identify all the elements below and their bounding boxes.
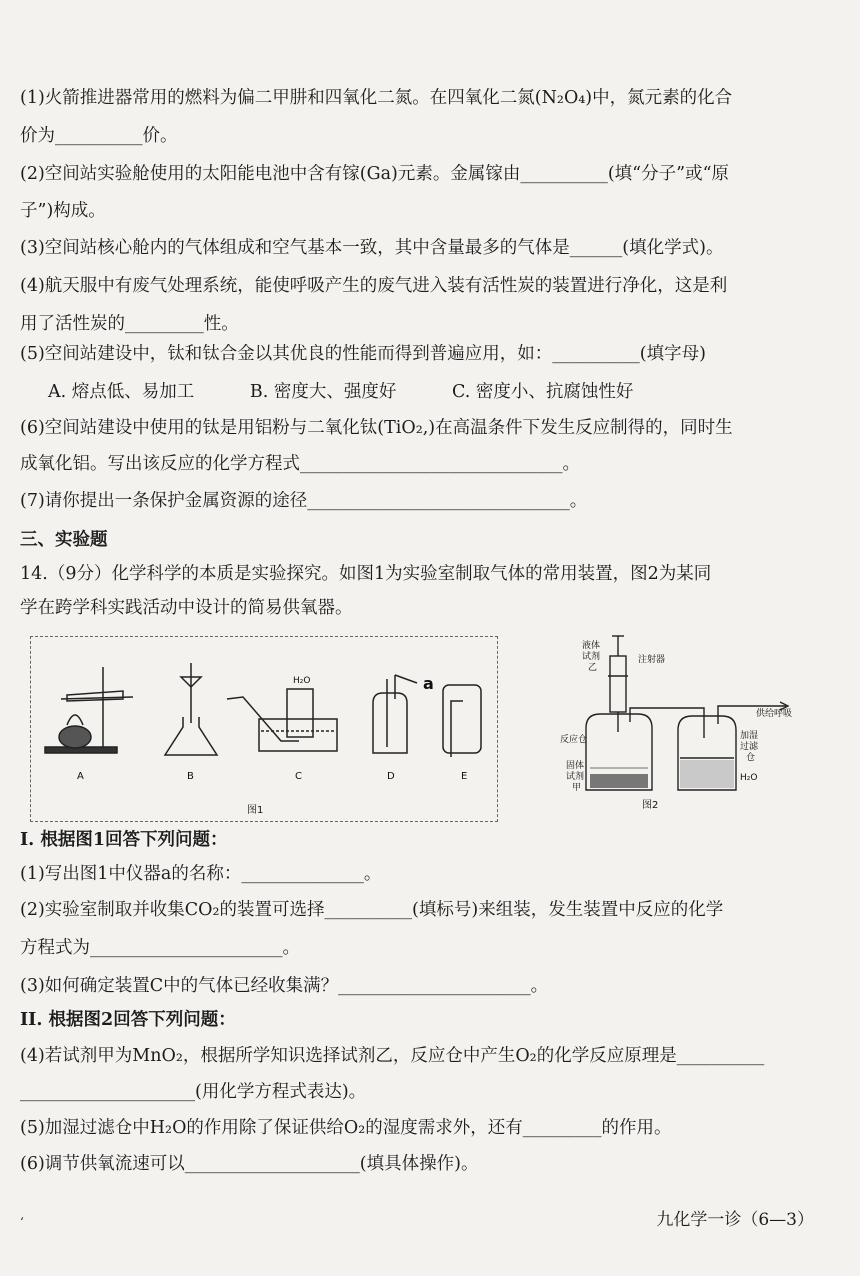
q4-line2: 用了活性炭的_________性。 bbox=[20, 314, 239, 334]
q7-line: (7)请你提出一条保护金属资源的途径______________________________。 bbox=[20, 491, 588, 511]
q3-line: (3)空间站核心舱内的气体组成和空气基本一致，其中含量最多的气体是______(填化学式)。 bbox=[20, 238, 724, 258]
figure-2 bbox=[560, 628, 810, 816]
p2-line2: 方程式为______________________。 bbox=[20, 938, 300, 958]
q2-line2: 子”)构成。 bbox=[20, 201, 106, 221]
margin-mark: ‘ bbox=[20, 1215, 24, 1229]
apparatus-a bbox=[45, 667, 133, 753]
apparatus-e bbox=[443, 685, 481, 757]
fig2-solid-reagent-line3: 甲 bbox=[572, 783, 582, 793]
fig2-label-syringe: 注射器 bbox=[638, 655, 666, 665]
fig2-label-h2o: H₂O bbox=[740, 773, 758, 783]
fig2-humidifier-line2: 过滤 bbox=[740, 742, 759, 752]
fig1-label-E: E bbox=[461, 771, 468, 782]
fig1-label-a-letter: a bbox=[423, 674, 434, 693]
fig2-label-reactor: 反应仓 bbox=[560, 735, 588, 745]
q6-line1: (6)空间站建设中使用的钛是用铝粉与二氧化钛(TiO₂,)在高温条件下发生反应制得的，同时生 bbox=[20, 418, 733, 438]
apparatus-d bbox=[373, 675, 417, 753]
figure-1 bbox=[30, 636, 498, 822]
part-ii-heading: II. 根据图2回答下列问题： bbox=[20, 1010, 236, 1030]
fig2-caption: 图2 bbox=[642, 800, 659, 811]
q1-line1: (1)火箭推进器常用的燃料为偏二甲肼和四氧化二氮。在四氧化二氮(N₂O₄)中，氮元素的化合 bbox=[20, 88, 733, 108]
q4-line1: (4)航天服中有废气处理系统，能使呼吸产生的废气进入装有活性炭的装置进行净化，这是利 bbox=[20, 276, 728, 296]
p6-line: (6)调节供氧流速可以____________________(填具体操作)。 bbox=[20, 1154, 479, 1174]
apparatus-b bbox=[165, 663, 217, 755]
q6-line2: 成氧化铝。写出该反应的化学方程式______________________________。 bbox=[20, 454, 580, 474]
q5-options: A. 熔点低、易加工 B. 密度大、强度好 C. 密度小、抗腐蚀性好 bbox=[48, 382, 634, 402]
figure-1-drawing bbox=[31, 637, 497, 821]
fig2-label-solid-reagent bbox=[566, 759, 587, 793]
q5-line: (5)空间站建设中，钛和钛合金以其优良的性能而得到普遍应用，如：__________(填字母) bbox=[20, 344, 706, 364]
p3-line: (3)如何确定装置C中的气体已经收集满？______________________。 bbox=[20, 976, 549, 996]
fig2-label-humidifier bbox=[740, 729, 761, 763]
section-experiment-title: 三、实验题 bbox=[20, 530, 108, 550]
fig2-label-supply: 供给呼吸 bbox=[756, 709, 793, 719]
figure-2-drawing bbox=[560, 628, 810, 816]
q14-line2: 学在跨学科实践活动中设计的简易供氧器。 bbox=[20, 598, 353, 618]
p5-line: (5)加湿过滤仓中H₂O的作用除了保证供给O₂的湿度需求外，还有_________的作用。 bbox=[20, 1118, 672, 1138]
fig2-liquid-reagent-line2: 试剂 bbox=[582, 652, 601, 662]
q14-line1: 14.（9分）化学科学的本质是实验探究。如图1为实验室制取气体的常用装置，图2为某同 bbox=[20, 564, 712, 584]
apparatus-c bbox=[227, 689, 337, 751]
page-footer: 九化学一诊（6—3） bbox=[656, 1210, 814, 1230]
fig1-label-h2o: H₂O bbox=[293, 676, 311, 686]
fig2-humidifier-line1: 加湿 bbox=[740, 731, 759, 741]
fig2-liquid-reagent-line1: 液体 bbox=[582, 641, 601, 651]
part-i-heading: I. 根据图1回答下列问题： bbox=[20, 830, 228, 850]
fig1-caption: 图1 bbox=[247, 805, 264, 816]
p4-line1: (4)若试剂甲为MnO₂，根据所学知识选择试剂乙，反应仓中产生O₂的化学反应原理是__________ bbox=[20, 1046, 765, 1066]
fig1-label-D: D bbox=[387, 771, 395, 782]
fig1-label-B: B bbox=[187, 771, 194, 782]
fig2-liquid-reagent-line3: 乙 bbox=[588, 663, 598, 673]
fig2-label-liquid-reagent bbox=[582, 639, 603, 673]
q1-line2: 价为__________价。 bbox=[20, 126, 178, 146]
fig2-solid-reagent-line1: 固体 bbox=[566, 761, 585, 771]
fig2-humidifier-line3: 仓 bbox=[746, 753, 756, 763]
q2-line1: (2)空间站实验舱使用的太阳能电池中含有镓(Ga)元素。金属镓由__________(填“分子”或“原 bbox=[20, 164, 730, 184]
p1-line: (1)写出图1中仪器a的名称：______________。 bbox=[20, 864, 382, 884]
fig1-label-C: C bbox=[295, 771, 302, 782]
fig1-label-A: A bbox=[77, 771, 84, 782]
fig2-solid-reagent-line2: 试剂 bbox=[566, 772, 585, 782]
p4-line2: ____________________(用化学方程式表达)。 bbox=[20, 1082, 367, 1102]
p2-line1: (2)实验室制取并收集CO₂的装置可选择__________(填标号)来组装，发生装置中反应的化学 bbox=[20, 900, 724, 920]
